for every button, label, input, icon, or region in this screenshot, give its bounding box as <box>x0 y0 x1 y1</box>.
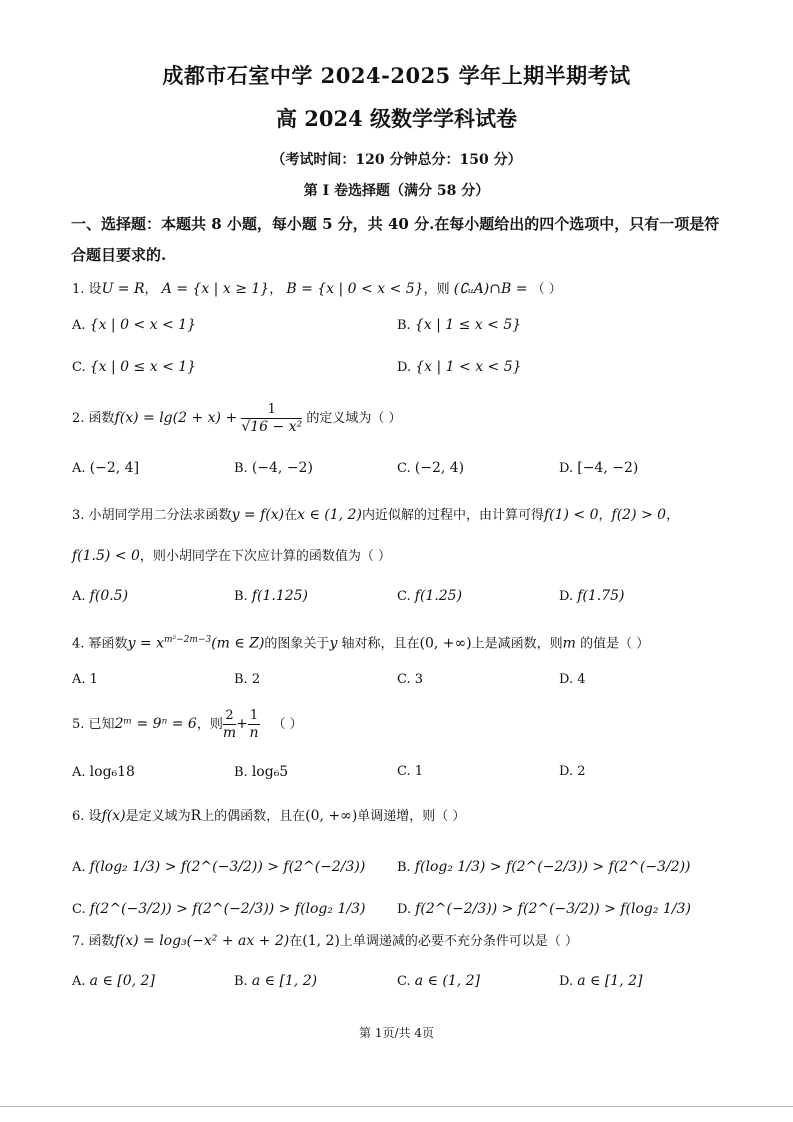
question-text: 是定义域为 <box>125 809 191 824</box>
math-expr: f(2) > 0 <box>611 507 667 523</box>
option-2c <box>397 458 464 479</box>
option-text: f(1.125) <box>251 588 309 604</box>
exam-title: 成都市石室中学 2024-2025 学年上期半期考试 <box>162 63 631 88</box>
option-text: f(0.5) <box>89 588 129 604</box>
question-text: 上单调递减的必要不充分条件可以是（ ） <box>339 934 579 949</box>
option-label: B. <box>397 860 411 875</box>
question-text: 内近似解的过程中，由计算可得 <box>361 508 544 523</box>
question-text: 函数 <box>88 411 115 426</box>
option-text: a ∈ [1, 2) <box>251 973 318 989</box>
option-text: (−2, 4] <box>89 460 140 476</box>
option-label: A. <box>72 672 86 687</box>
option-5a <box>72 762 135 783</box>
option-7d <box>559 971 642 992</box>
math-expr: y <box>329 635 338 652</box>
question-number: 2. <box>72 411 85 426</box>
option-text: f(2^(−2/3)) > f(2^(−3/2)) > f(log₂ 1/3) <box>415 901 691 917</box>
option-text: f(1.75) <box>577 588 625 604</box>
option-label: C. <box>397 461 411 476</box>
option-label: B. <box>397 318 411 333</box>
question-text: ， <box>598 508 612 523</box>
fraction-numerator: 2 <box>223 708 236 725</box>
option-1c <box>72 357 196 378</box>
option-text: a ∈ [1, 2] <box>577 973 643 989</box>
option-text: 3 <box>414 672 424 687</box>
option-text: [−4, −2) <box>577 460 639 476</box>
option-label: A. <box>72 461 86 476</box>
question-number: 3. <box>72 508 85 523</box>
math-expr: x ∈ (1, 2) <box>297 507 362 523</box>
option-label: D. <box>397 902 412 917</box>
option-7a <box>72 971 155 992</box>
math-expr: f(x) = lg(2 + x) + <box>114 410 238 426</box>
option-2d <box>559 458 638 479</box>
math-expr: f(1) < 0 <box>543 507 599 523</box>
option-4b <box>234 670 260 690</box>
question-7 <box>72 931 578 952</box>
option-1b <box>397 315 521 336</box>
math-expr: B = {x | 0 < x < 5} <box>286 281 424 297</box>
fraction-denominator: m <box>222 725 237 741</box>
question-text: 设 <box>88 282 102 297</box>
page-divider <box>0 1106 793 1107</box>
option-label: D. <box>559 672 574 687</box>
option-6a <box>72 857 365 878</box>
option-label: A. <box>72 765 86 780</box>
option-text: 2 <box>251 672 261 687</box>
part-title: 第 I 卷选择题（满分 58 分） <box>303 183 490 199</box>
fraction <box>223 708 236 741</box>
option-label: A. <box>72 974 86 989</box>
option-7b <box>234 971 317 992</box>
exam-info: （考试时间：120 分钟总分：150 分） <box>271 152 522 168</box>
exam-subtitle: 高 2024 级数学学科试卷 <box>275 106 518 131</box>
answer-blank: （ ） <box>272 717 303 732</box>
option-text: f(log₂ 1/3) > f(2^(−3/2)) > f(2^(−2/3)) <box>89 859 366 875</box>
option-6b <box>397 857 691 878</box>
option-text: 1 <box>414 764 424 779</box>
math-expr: (m ∈ Z) <box>211 635 265 652</box>
option-label: B. <box>234 672 248 687</box>
math-exponent: m²−2m−3 <box>164 635 212 645</box>
option-label: B. <box>234 765 248 780</box>
math-expr: 2ᵐ = 9ⁿ = 6 <box>114 716 197 732</box>
question-text: 的定义域为（ ） <box>306 411 402 426</box>
option-5b <box>234 762 288 783</box>
option-1a <box>72 315 196 336</box>
question-text: 设 <box>88 809 102 824</box>
option-label: D. <box>559 589 574 604</box>
option-label: C. <box>397 672 411 687</box>
option-1d <box>397 357 522 378</box>
option-3a <box>72 586 128 607</box>
option-4a <box>72 670 98 690</box>
option-3b <box>234 586 308 607</box>
question-text: 函数 <box>88 934 115 949</box>
math-expr: U = R <box>101 281 145 297</box>
option-3c <box>397 586 462 607</box>
question-text: 已知 <box>88 717 115 732</box>
question-text: 小胡同学用二分法求函数 <box>88 508 232 523</box>
math-expr: (0, +∞) <box>419 635 472 652</box>
math-expr: (1, 2) <box>302 933 340 949</box>
option-label: C. <box>72 902 86 917</box>
math-expr: m <box>562 635 576 652</box>
question-6 <box>72 806 465 827</box>
option-2b <box>234 458 313 479</box>
option-text: log₆5 <box>251 764 289 780</box>
question-number: 4. <box>72 636 85 652</box>
option-text: f(2^(−3/2)) > f(2^(−2/3)) > f(log₂ 1/3) <box>89 901 366 917</box>
math-operator: + <box>236 716 248 732</box>
option-text: {x | 1 < x < 5} <box>415 359 522 375</box>
option-6d <box>397 899 691 920</box>
fraction-denominator: n <box>249 725 259 741</box>
question-number: 6. <box>72 809 85 824</box>
option-label: C. <box>397 764 411 779</box>
question-number: 5. <box>72 717 85 732</box>
question-5 <box>72 708 303 741</box>
question-number: 1. <box>72 282 85 297</box>
question-text: 的图象关于 <box>264 636 330 652</box>
option-label: C. <box>397 589 411 604</box>
fraction <box>248 708 260 741</box>
math-expr: f(1.5) < 0 <box>72 548 140 564</box>
option-label: B. <box>234 589 248 604</box>
option-6c <box>72 899 365 920</box>
question-1: 1. 设U = R， A = {x | x ≥ 1}， B = {x | 0 < x < 5}，则 (∁ᵤA)∩B = （ ） <box>72 281 562 297</box>
question-text: 幂函数 <box>88 636 128 652</box>
option-text: f(log₂ 1/3) > f(2^(−2/3)) > f(2^(−3/2)) <box>414 859 691 875</box>
option-label: A. <box>72 860 86 875</box>
option-label: A. <box>72 318 86 333</box>
question-text: 则 <box>436 282 450 297</box>
option-text: {x | 0 ≤ x < 1} <box>89 359 197 375</box>
option-text: (−2, 4) <box>414 460 465 476</box>
option-label: D. <box>559 764 574 779</box>
fraction-numerator: 1 <box>241 402 302 419</box>
question-text: 上的偶函数，且在 <box>201 809 306 824</box>
math-expr: y = f(x) <box>231 507 285 523</box>
math-expr: R <box>190 808 202 824</box>
option-3d <box>559 586 625 607</box>
page-number: 第 1页/共 4页 <box>359 1026 434 1040</box>
question-number: 7. <box>72 934 85 949</box>
question-text: ，则 <box>196 717 223 732</box>
option-7c <box>397 971 480 992</box>
option-4d <box>559 670 586 690</box>
option-5d <box>559 762 586 782</box>
math-expr: (0, +∞) <box>305 808 358 824</box>
option-5c <box>397 762 423 782</box>
fraction-numerator: 1 <box>249 708 259 723</box>
option-text: (−4, −2) <box>251 460 313 476</box>
option-label: D. <box>559 461 574 476</box>
option-text: a ∈ (1, 2] <box>414 973 481 989</box>
question-text: ， <box>666 508 680 523</box>
option-label: D. <box>559 974 574 989</box>
option-label: D. <box>397 360 412 375</box>
question-text: 轴对称，且在 <box>341 636 420 652</box>
answer-blank: （ ） <box>531 282 562 297</box>
option-text: f(1.25) <box>414 588 463 604</box>
fraction-denominator: √16 − x² <box>241 419 303 435</box>
option-label: B. <box>234 461 248 476</box>
math-expr: f(x) <box>101 808 126 824</box>
option-label: C. <box>397 974 411 989</box>
option-2a <box>72 458 139 479</box>
question-text: 的值是（ ） <box>580 636 650 652</box>
question-3-line2 <box>72 546 391 567</box>
option-text: {x | 1 ≤ x < 5} <box>414 317 522 333</box>
math-expr: y = x <box>127 635 164 652</box>
math-expr: A = {x | x ≥ 1} <box>161 281 270 297</box>
option-text: a ∈ [0, 2] <box>89 973 155 989</box>
math-expr: f(x) = log₃(−x² + ax + 2) <box>114 933 290 949</box>
option-text: 4 <box>577 672 586 687</box>
question-text: 在 <box>284 508 298 523</box>
question-text: 在 <box>289 934 303 949</box>
question-text: ，则小胡同学在下次应计算的函数值为（ ） <box>139 549 392 564</box>
option-4c <box>397 670 423 690</box>
question-text: 单调递增，则（ ） <box>357 809 466 824</box>
math-expr: (∁ᵤA)∩B = <box>453 281 528 297</box>
option-text: 2 <box>577 764 586 779</box>
option-text: 1 <box>89 672 98 687</box>
option-text: {x | 0 < x < 1} <box>89 317 196 333</box>
question-3 <box>72 505 679 526</box>
question-4 <box>72 630 649 654</box>
question-text: 上是减函数，则 <box>471 636 563 652</box>
option-text: log₆18 <box>89 764 135 780</box>
option-label: A. <box>72 589 86 604</box>
option-label: B. <box>234 974 248 989</box>
question-2 <box>72 402 401 435</box>
fraction <box>241 402 302 435</box>
section-intro: 一、选择题：本题共 8 小题，每小题 5 分，共 40 分.在每小题给出的四个选项中，只有一项是符合题目要求的. <box>71 215 720 264</box>
option-label: C. <box>72 360 86 375</box>
